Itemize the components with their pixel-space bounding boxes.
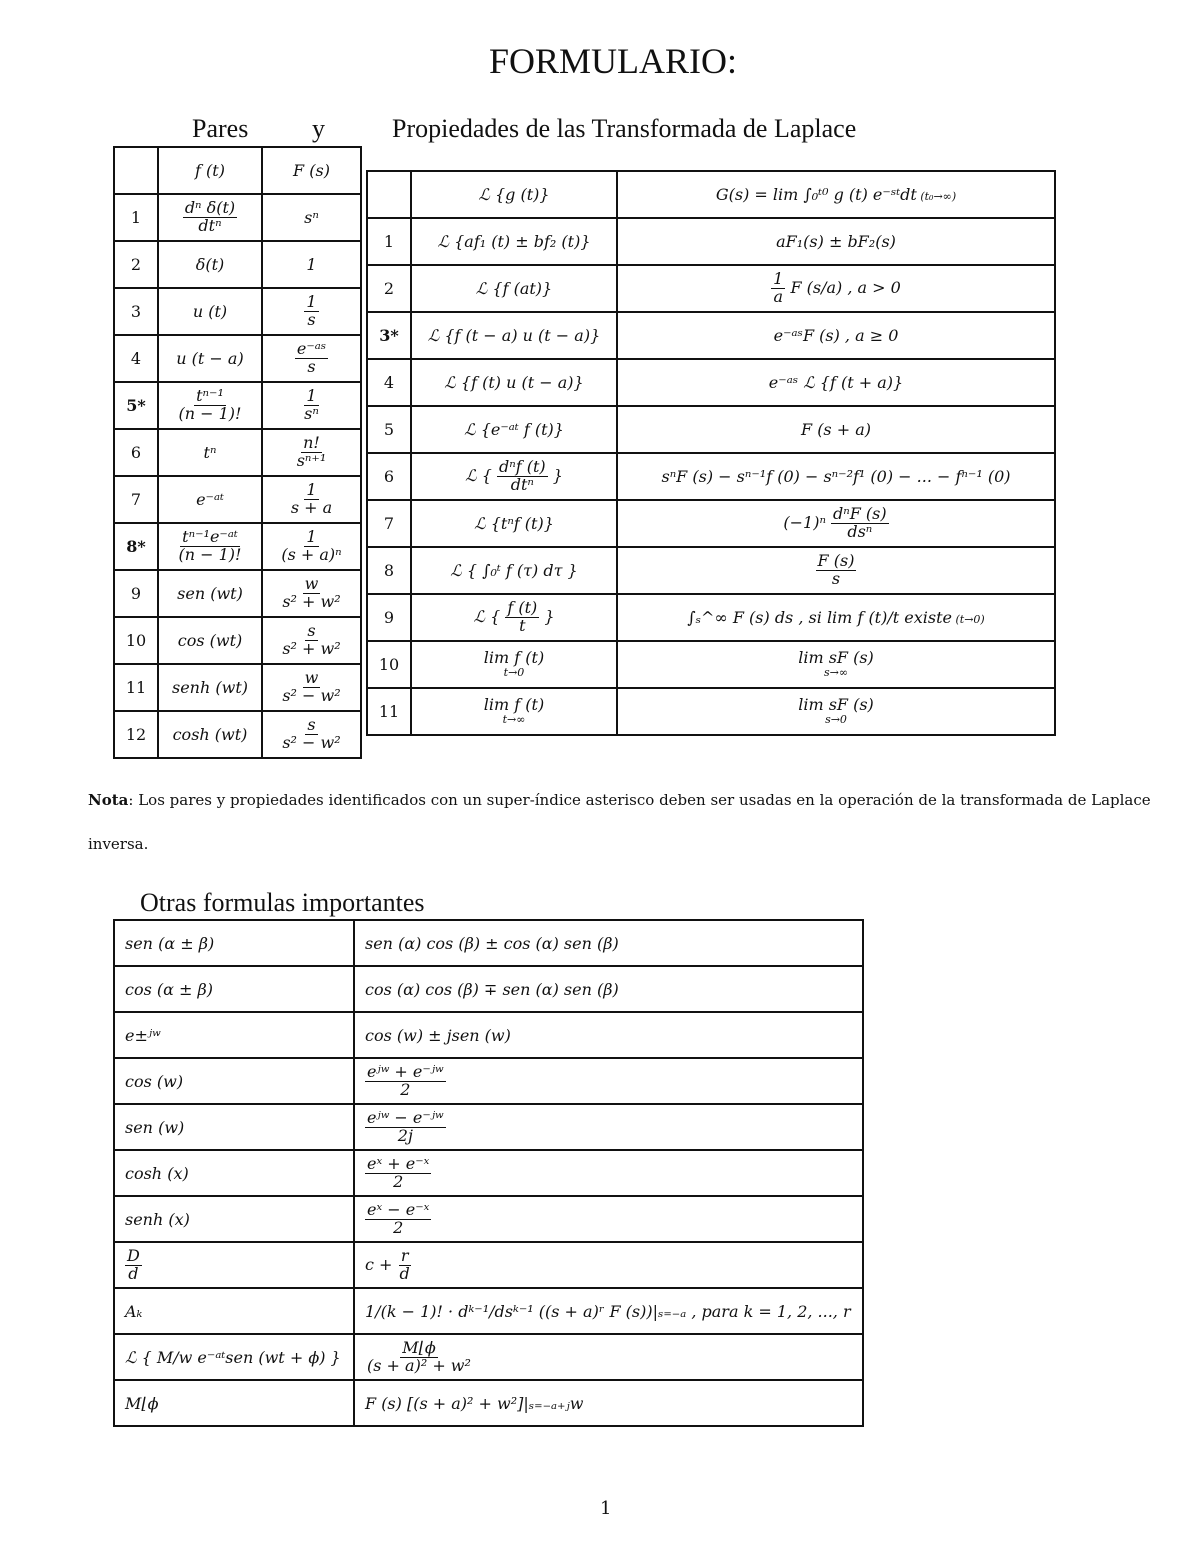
formula-right — [354, 1242, 863, 1288]
other-formulas-table — [113, 919, 864, 1427]
pair-f-text: cos (wt) — [177, 631, 243, 650]
pair-number: 12 — [114, 711, 158, 758]
pair-f — [158, 335, 262, 382]
formula-row — [114, 920, 863, 966]
numerator: tⁿ⁻¹e⁻ᵃᵗ — [182, 527, 238, 547]
denominator: (n − 1)! — [178, 545, 242, 564]
pair-F-fraction — [302, 388, 321, 423]
limit-sub: t→0 — [503, 666, 525, 680]
prop-left-text: ℒ {f (at)} — [475, 279, 553, 298]
denominator: s² + w² — [282, 639, 341, 658]
formula-left — [114, 1196, 354, 1242]
formula-right — [354, 1196, 863, 1242]
props-header-row — [367, 171, 1055, 218]
prop-number: 3* — [367, 312, 411, 359]
formula-right-fraction — [398, 1245, 412, 1283]
denominator: s — [307, 310, 316, 329]
formula-left-text: ℒ { M/w e⁻ᵃᵗsen (wt + ϕ) } — [125, 1347, 341, 1367]
denominator: (s + a)ⁿ — [281, 545, 342, 564]
pair-F-fraction — [295, 435, 329, 470]
prop-right-sub: (t→0) — [951, 613, 985, 626]
pair-f — [158, 570, 262, 617]
pair-f-text: sen (wt) — [177, 584, 243, 603]
formula-left-text: Aₖ — [125, 1301, 143, 1321]
formula-row — [114, 1104, 863, 1150]
props-row — [367, 688, 1055, 735]
props-row — [367, 500, 1055, 547]
formula-right — [354, 1150, 863, 1196]
pairs-row — [114, 429, 361, 476]
prop-right — [617, 312, 1055, 359]
formula-right-fraction — [365, 1199, 431, 1237]
pairs-header-row — [114, 147, 361, 194]
pair-F — [262, 382, 361, 429]
numerator: eˣ − e⁻ˣ — [367, 1199, 430, 1219]
prop-right — [617, 641, 1055, 688]
pair-number: 9 — [114, 570, 158, 617]
prop-right-fraction — [831, 506, 889, 541]
formula-left-fraction — [125, 1245, 142, 1283]
formula-right-fraction — [365, 1153, 431, 1191]
pairs-row — [114, 288, 361, 335]
prop-number: 5 — [367, 406, 411, 453]
props-header-sub: (t₀→∞) — [916, 190, 957, 203]
prop-right — [617, 265, 1055, 312]
subtitle-pares: Pares — [192, 114, 249, 143]
formula-right — [354, 1380, 863, 1426]
pair-F — [262, 429, 361, 476]
pair-F-fraction — [304, 294, 318, 329]
formula-left-text: sen (α ± β) — [125, 933, 215, 953]
formula-left-text: cos (α ± β) — [125, 979, 214, 999]
pair-F — [262, 664, 361, 711]
pair-f — [158, 288, 262, 335]
props-header-def: G(s) = lim ∫₀ᵗ⁰ g (t) e⁻ˢᵗdt — [715, 185, 917, 204]
pairs-row — [114, 523, 361, 570]
formula-left — [114, 1380, 354, 1426]
formula-right — [354, 1288, 863, 1334]
pairs-row — [114, 617, 361, 664]
pair-f — [158, 476, 262, 523]
formula-right — [354, 1012, 863, 1058]
pairs-header-cell — [114, 147, 158, 194]
note-label: Nota — [88, 791, 129, 809]
limit-expr: lim f (t) — [483, 695, 545, 715]
pair-F-fraction — [289, 482, 334, 517]
prop-left — [411, 641, 617, 688]
formula-row — [114, 1242, 863, 1288]
pair-F — [262, 335, 361, 382]
prop-right — [617, 594, 1055, 641]
pair-number: 7 — [114, 476, 158, 523]
denominator: dtⁿ — [510, 475, 534, 494]
props-header-cell — [617, 171, 1055, 218]
pair-number: 8* — [114, 523, 158, 570]
denominator: s² − w² — [282, 733, 341, 752]
numerator: s — [307, 621, 316, 641]
props-row — [367, 453, 1055, 500]
pair-number: 10 — [114, 617, 158, 664]
formula-row — [114, 1196, 863, 1242]
page-title: FORMULARIO: — [488, 41, 738, 81]
pair-number: 4 — [114, 335, 158, 382]
pair-f-fraction — [183, 200, 237, 235]
formula-right-fraction — [365, 1337, 473, 1375]
denominator: dtⁿ — [198, 216, 222, 235]
pair-f — [158, 429, 262, 476]
note-text — [88, 778, 1158, 866]
pair-f-text: e⁻ᵃᵗ — [196, 490, 224, 509]
prop-right-fraction — [771, 271, 785, 306]
prop-number: 6 — [367, 453, 411, 500]
pair-f-text: u (t) — [192, 302, 228, 321]
props-row — [367, 218, 1055, 265]
prop-left-text: ℒ {af₁ (t) ± bf₂ (t)} — [437, 232, 591, 251]
pair-F — [262, 617, 361, 664]
formula-right — [354, 1334, 863, 1380]
denominator: 2 — [393, 1171, 404, 1191]
pairs-row — [114, 664, 361, 711]
pairs-row — [114, 241, 361, 288]
props-row — [367, 359, 1055, 406]
pair-f — [158, 617, 262, 664]
pair-number: 6 — [114, 429, 158, 476]
formula-left-text: M⌊ϕ — [125, 1393, 159, 1413]
pair-f — [158, 241, 262, 288]
pairs-row — [114, 335, 361, 382]
formula-left-text: sen (w) — [125, 1117, 185, 1137]
properties-table — [366, 170, 1056, 736]
pairs-row — [114, 476, 361, 523]
formula-left — [114, 1288, 354, 1334]
pair-f-fraction — [177, 388, 244, 423]
formula-right — [354, 920, 863, 966]
pairs-table — [113, 146, 362, 759]
prop-left — [411, 406, 617, 453]
pair-f-fraction — [177, 529, 244, 564]
formula-right-text: sen (α) cos (β) ± cos (α) sen (β) — [365, 933, 619, 953]
denominator: sⁿ — [304, 404, 319, 423]
prop-number: 1 — [367, 218, 411, 265]
prop-number: 7 — [367, 500, 411, 547]
pair-f-text: cosh (wt) — [172, 725, 248, 744]
numerator: dⁿF (s) — [833, 504, 887, 524]
pair-number: 2 — [114, 241, 158, 288]
prop-left-text: ℒ {tⁿf (t)} — [474, 514, 554, 533]
props-row — [367, 547, 1055, 594]
limit-expr: lim sF (s) — [798, 695, 874, 715]
pair-number: 3 — [114, 288, 158, 335]
numerator: r — [400, 1245, 409, 1265]
denominator: s + a — [290, 498, 333, 517]
formula-left — [114, 966, 354, 1012]
props-row — [367, 641, 1055, 688]
numerator: 1 — [773, 269, 784, 289]
prop-right-limit — [798, 650, 874, 678]
formula-left — [114, 920, 354, 966]
prop-right-text: aF₁(s) ± bF₂(s) — [776, 232, 896, 251]
formula-row — [114, 1058, 863, 1104]
numerator: dⁿf (t) — [498, 457, 546, 477]
pair-F-fraction — [279, 529, 343, 564]
pair-F-fraction — [280, 623, 342, 658]
prop-left — [411, 359, 617, 406]
prop-left — [411, 218, 617, 265]
prop-left-text: ℒ {f (t − a) u (t − a)} — [427, 326, 601, 345]
pair-F-fraction — [280, 576, 342, 611]
numerator: 1 — [306, 292, 317, 312]
pair-F-fraction — [280, 717, 342, 752]
pair-F — [262, 476, 361, 523]
numerator: w — [304, 574, 319, 594]
subtitle-propiedades: Propiedades de las Transformada de Laplace — [392, 114, 857, 143]
prop-left — [411, 265, 617, 312]
numerator: 1 — [306, 386, 317, 406]
denominator: s² + w² — [282, 592, 341, 611]
prop-left — [411, 688, 617, 735]
pair-number: 1 — [114, 194, 158, 241]
pair-f-text: δ(t) — [195, 255, 225, 274]
props-header-cell: ℒ {g (t)} — [411, 171, 617, 218]
prop-number: 8 — [367, 547, 411, 594]
pair-number: 11 — [114, 664, 158, 711]
limit-sub: t→∞ — [502, 713, 526, 727]
subtitle-y: y — [312, 114, 325, 143]
prop-right-text: e⁻ᵃˢ ℒ {f (t + a)} — [768, 373, 904, 392]
denominator: 2 — [400, 1079, 411, 1099]
pair-f — [158, 711, 262, 758]
pair-f — [158, 382, 262, 429]
pair-number: 5* — [114, 382, 158, 429]
prop-right — [617, 406, 1055, 453]
limit-sub: s→0 — [825, 713, 847, 727]
formula-row — [114, 966, 863, 1012]
denominator: s² − w² — [282, 686, 341, 705]
props-header-cell — [367, 171, 411, 218]
numerator: w — [304, 668, 319, 688]
prop-left-pre: ℒ { — [473, 607, 506, 626]
prop-left-text: ℒ {e⁻ᵃᵗ f (t)} — [464, 420, 564, 439]
denominator: t — [519, 616, 526, 635]
prop-right-text: F (s + a) — [801, 420, 871, 439]
formula-left — [114, 1104, 354, 1150]
formula-right — [354, 1058, 863, 1104]
formula-left — [114, 1012, 354, 1058]
numerator: 1 — [306, 480, 317, 500]
pair-f-text: tⁿ — [203, 443, 217, 462]
denominator: (n − 1)! — [178, 404, 242, 423]
formula-left — [114, 1058, 354, 1104]
pair-F — [262, 711, 361, 758]
pair-F-fraction — [280, 670, 342, 705]
limit-sub: s→∞ — [823, 666, 849, 680]
formula-row — [114, 1380, 863, 1426]
formula-right-text: cos (α) cos (β) ∓ sen (α) sen (β) — [365, 979, 619, 999]
numerator: eʲʷ − e⁻ʲʷ — [367, 1107, 444, 1127]
formula-right — [354, 1104, 863, 1150]
denominator: (s + a)² + w² — [367, 1355, 471, 1375]
limit-expr: lim f (t) — [483, 648, 545, 668]
pairs-row — [114, 711, 361, 758]
pair-F-text: 1 — [306, 255, 317, 274]
denominator: s — [307, 357, 316, 376]
formula-left — [114, 1334, 354, 1380]
formula-row — [114, 1150, 863, 1196]
denominator: s — [831, 569, 841, 588]
denominator: a — [773, 287, 784, 306]
pair-f — [158, 194, 262, 241]
prop-left-fraction — [497, 459, 548, 494]
props-row — [367, 406, 1055, 453]
prop-right-pre: (−1)ⁿ — [783, 513, 832, 532]
pair-f-text: senh (wt) — [172, 678, 248, 697]
formula-right — [354, 966, 863, 1012]
numerator: n! — [303, 433, 320, 453]
prop-left-limit — [484, 697, 544, 725]
page-number: 1 — [600, 1498, 612, 1519]
prop-right — [617, 453, 1055, 500]
prop-left — [411, 500, 617, 547]
formula-left-text: cosh (x) — [125, 1163, 189, 1183]
prop-left — [411, 594, 617, 641]
prop-right — [617, 688, 1055, 735]
limit-expr: lim sF (s) — [798, 648, 874, 668]
pair-F — [262, 523, 361, 570]
prop-left — [411, 312, 617, 359]
prop-right — [617, 500, 1055, 547]
pair-f — [158, 664, 262, 711]
formula-left-text: e±ʲʷ — [125, 1025, 161, 1045]
prop-left-text: ℒ {f (t) u (t − a)} — [444, 373, 584, 392]
prop-left-text: ℒ { ∫₀ᵗ f (τ) dτ } — [450, 561, 578, 580]
formula-right-fraction — [365, 1107, 446, 1145]
denominator: d — [128, 1263, 139, 1283]
prop-right-text: F (s/a) , a > 0 — [785, 278, 901, 297]
formula-row — [114, 1288, 863, 1334]
formula-right-pre: c + — [365, 1254, 398, 1274]
pair-f-text: u (t − a) — [176, 349, 244, 368]
numerator: f (t) — [507, 598, 538, 618]
props-row — [367, 265, 1055, 312]
prop-number: 10 — [367, 641, 411, 688]
numerator: D — [127, 1245, 140, 1265]
numerator: eʲʷ + e⁻ʲʷ — [367, 1061, 444, 1081]
formula-left — [114, 1242, 354, 1288]
prop-left-pre: ℒ { — [465, 466, 497, 485]
props-row — [367, 312, 1055, 359]
pair-F — [262, 241, 361, 288]
formula-row — [114, 1334, 863, 1380]
numerator: tⁿ⁻¹ — [196, 386, 224, 406]
pairs-row — [114, 570, 361, 617]
numerator: M⌊ϕ — [402, 1337, 436, 1357]
pairs-header-cell: F (s) — [262, 147, 361, 194]
pair-F — [262, 194, 361, 241]
others-title: Otras formulas importantes — [140, 888, 425, 917]
prop-right-limit — [798, 697, 874, 725]
pairs-header-cell: f (t) — [158, 147, 262, 194]
pair-F-text: sⁿ — [304, 208, 319, 227]
prop-number: 2 — [367, 265, 411, 312]
numerator: F (s) — [817, 551, 855, 571]
pair-f — [158, 523, 262, 570]
formula-right-fraction — [365, 1061, 446, 1099]
note-body: : Los pares y propiedades identificados con un super-índice asterisco deben ser usadas en la operación de la transformada de Laplace inversa. — [88, 791, 1151, 853]
prop-left-limit — [484, 650, 544, 678]
formula-right-text: F (s) [(s + a)² + w²]|ₛ₌₋ₐ₊ⱼw — [365, 1393, 584, 1413]
formula-row — [114, 1012, 863, 1058]
formula-right-text: cos (w) ± jsen (w) — [365, 1025, 511, 1045]
formula-right-text: 1/(k − 1)! · dᵏ⁻¹/dsᵏ⁻¹ ((s + a)ʳ F (s))|ₛ₌₋ₐ , para k = 1, 2, ..., r — [365, 1301, 851, 1321]
pairs-row — [114, 382, 361, 429]
denominator: 2 — [393, 1217, 404, 1237]
prop-right — [617, 547, 1055, 594]
prop-left-post: } — [547, 466, 563, 485]
denominator: sⁿ⁺¹ — [296, 451, 327, 470]
numerator: dⁿ δ(t) — [184, 198, 236, 218]
prop-right — [617, 218, 1055, 265]
prop-right-fraction — [816, 553, 857, 588]
prop-left — [411, 547, 617, 594]
denominator: 2j — [397, 1125, 413, 1145]
pair-F — [262, 288, 361, 335]
denominator: dsⁿ — [847, 522, 873, 541]
prop-number: 11 — [367, 688, 411, 735]
numerator: eˣ + e⁻ˣ — [367, 1153, 430, 1173]
props-row — [367, 594, 1055, 641]
denominator: d — [399, 1263, 410, 1283]
numerator: 1 — [306, 527, 317, 547]
prop-left-post: } — [539, 607, 555, 626]
formula-left — [114, 1150, 354, 1196]
prop-left — [411, 453, 617, 500]
prop-right-text: ∫ₛ^∞ F (s) ds , si lim f (t)/t existe — [687, 608, 952, 627]
prop-number: 4 — [367, 359, 411, 406]
prop-right-text: sⁿF (s) − sⁿ⁻¹f (0) − sⁿ⁻²f¹ (0) − ... − fⁿ⁻¹ (0) — [661, 467, 1011, 486]
formula-left-text: senh (x) — [125, 1209, 190, 1229]
prop-left-fraction — [505, 600, 539, 635]
numerator: s — [307, 715, 316, 735]
prop-right-text: e⁻ᵃˢF (s) , a ≥ 0 — [773, 326, 899, 345]
formula-left-text: cos (w) — [125, 1071, 184, 1091]
numerator: e⁻ᵃˢ — [296, 339, 327, 359]
prop-number: 9 — [367, 594, 411, 641]
pair-F — [262, 570, 361, 617]
pairs-row — [114, 194, 361, 241]
pair-F-fraction — [295, 341, 328, 376]
prop-right — [617, 359, 1055, 406]
